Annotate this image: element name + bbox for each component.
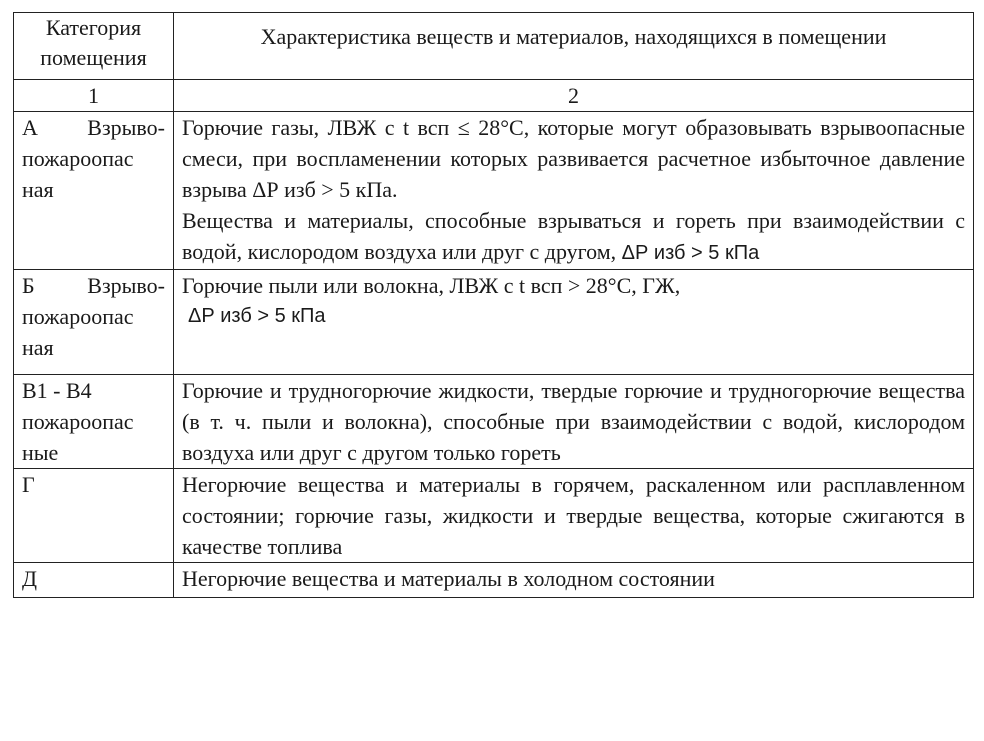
numbering-row: [14, 80, 974, 112]
description-text: Негорючие вещества и материалы в холодном состоянии: [182, 566, 715, 591]
description-text: Горючие пыли или волокна, ЛВЖ с t всп > 28°С, ГЖ,: [182, 273, 681, 298]
header-category: Категория помещения: [14, 13, 174, 80]
table-row-d: [14, 563, 974, 598]
description-cell: [174, 563, 974, 598]
description-paragraph: Негорючие вещества и материалы в горячем, раскаленном или расплавленном состоянии; горючие газы, жидкости и твердые вещества, которые сжигаются в качестве топлива: [182, 472, 965, 559]
description-cell: [174, 270, 974, 375]
category-letter: Б: [22, 273, 35, 298]
description-cell: [174, 375, 974, 469]
column-number-2: 2: [174, 80, 974, 112]
description-text: Вещества и материалы, способные взрываться и гореть при взаимодействии с водой, кислородом воздуха или друг с другом,: [182, 208, 965, 264]
category-line: ная: [22, 335, 54, 360]
category-title: [22, 112, 165, 143]
category-line: пожароопас: [22, 409, 134, 434]
header-characteristic: Характеристика веществ и материалов, находящихся в помещении: [174, 13, 974, 80]
table-row-v: [14, 375, 974, 469]
column-number-1: 1: [14, 80, 174, 112]
table-row-b: [14, 270, 974, 375]
category-letter: В1 - В4: [22, 378, 92, 403]
category-word: Взрыво-: [87, 115, 165, 140]
category-line: пожароопас: [22, 146, 134, 171]
table-row-g: [14, 469, 974, 563]
category-letter: Д: [22, 566, 38, 591]
category-table: [13, 12, 974, 598]
table-row-a: [14, 112, 974, 270]
category-cell: [14, 469, 174, 563]
category-cell: [14, 112, 174, 270]
pressure-formula: ΔР изб > 5 кПа: [621, 242, 760, 264]
category-letter: А: [22, 115, 38, 140]
category-cell: [14, 375, 174, 469]
category-word: Взрыво-: [87, 273, 165, 298]
header-row: [14, 13, 974, 80]
category-line: пожароопас: [22, 304, 134, 329]
category-letter: Г: [22, 472, 35, 497]
category-line: ная: [22, 177, 54, 202]
description-paragraph: [182, 205, 965, 269]
category-cell: [14, 563, 174, 598]
category-cell: [14, 270, 174, 375]
description-cell: [174, 112, 974, 270]
description-paragraph: Горючие и трудногорючие жидкости, твердые горючие и трудногорючие вещества (в т. ч. пыли и волокна), способные при взаимодействии с водой, кислородом воздуха или друг с другом только гореть: [182, 378, 965, 465]
description-cell: [174, 469, 974, 563]
pressure-formula: ΔР изб > 5 кПа: [188, 305, 326, 327]
description-paragraph: Горючие газы, ЛВЖ с t всп ≤ 28°С, которые могут образовывать взрывоопасные смеси, при воспламенении которых развивается расчетное избыточное давление взрыва ΔР изб > 5 кПа.: [182, 115, 965, 202]
category-line: ные: [22, 440, 59, 465]
category-title: [22, 270, 165, 301]
